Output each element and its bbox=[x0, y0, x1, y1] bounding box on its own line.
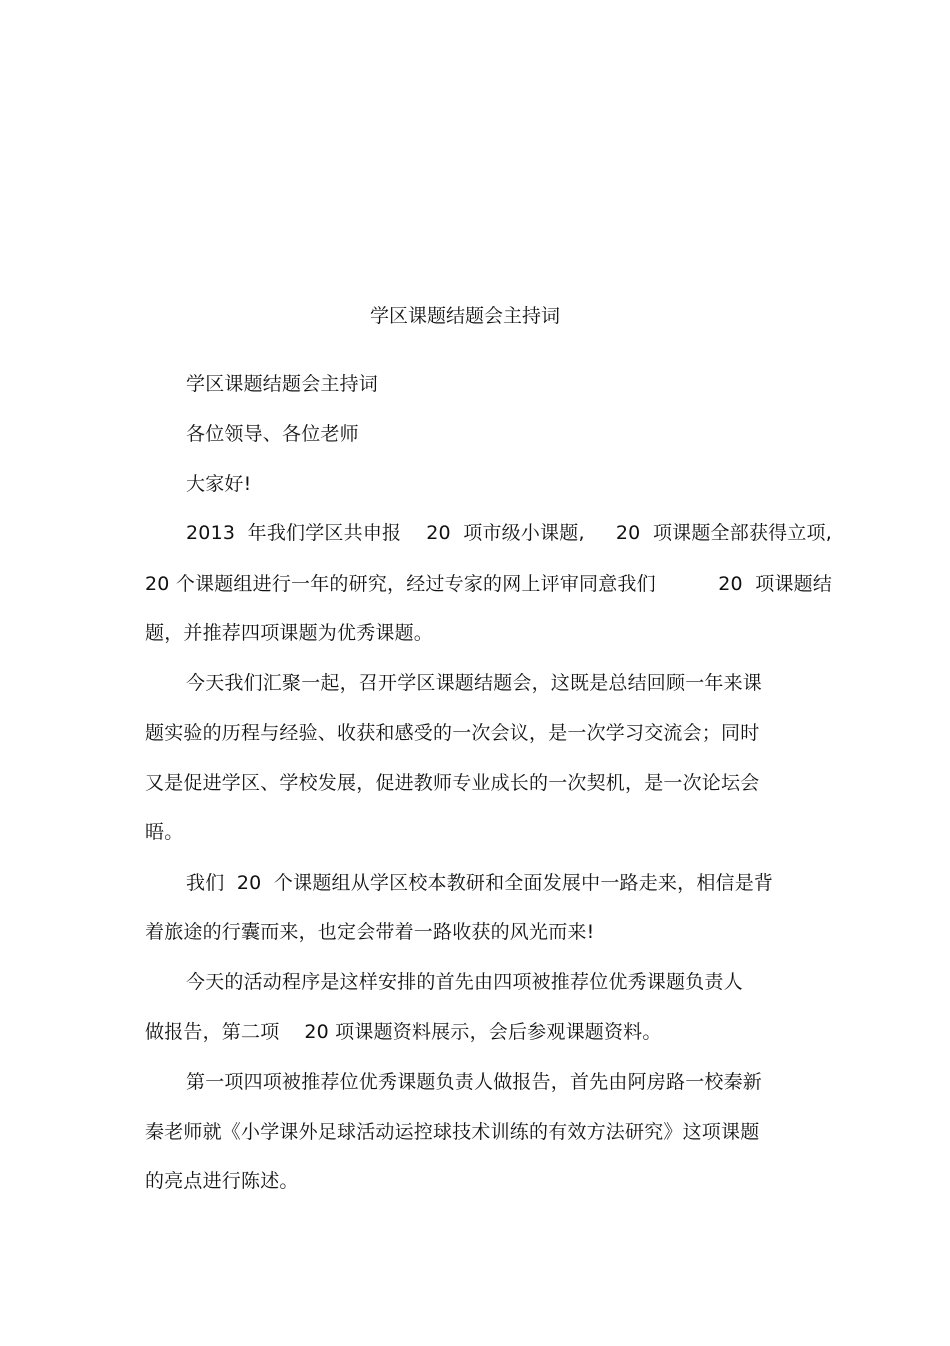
text-line-13: 今天的活动程序是这样安排的首先由四项被推荐位优秀课题负责人 bbox=[186, 971, 743, 993]
text-line-4: 2013 年我们学区共申报 20 项市级小课题, 20 项课题全部获得立项, bbox=[186, 522, 832, 544]
document-title: 学区课题结题会主持词 bbox=[369, 305, 560, 327]
text-line-8: 题实验的历程与经验、收获和感受的一次会议，是一次学习交流会；同时 bbox=[145, 722, 760, 744]
text-line-6: 题，并推荐四项课题为优秀课题。 bbox=[145, 622, 434, 644]
text-line-11: 我们 20 个课题组从学区校本教研和全面发展中一路走来，相信是背 bbox=[186, 872, 774, 894]
text-line-14: 做报告，第二项 20 项课题资料展示，会后参观课题资料。 bbox=[145, 1021, 662, 1043]
text-line-12: 着旅途的行囊而来，也定会带着一路收获的风光而来! bbox=[145, 921, 595, 943]
text-line-5: 20 个课题组进行一年的研究，经过专家的网上评审同意我们 20 项课题结 bbox=[145, 573, 833, 595]
text-line-3: 大家好! bbox=[186, 473, 252, 495]
text-line-10: 晤。 bbox=[145, 821, 184, 843]
text-line-16: 秦老师就《小学课外足球活动运控球技术训练的有效方法研究》这项课题 bbox=[145, 1121, 760, 1143]
text-line-9: 又是促进学区、学校发展，促进教师专业成长的一次契机，是一次论坛会 bbox=[145, 772, 760, 794]
text-line-15: 第一项四项被推荐位优秀课题负责人做报告，首先由阿房路一校秦新 bbox=[186, 1071, 763, 1093]
text-line-7: 今天我们汇聚一起，召开学区课题结题会，这既是总结回顾一年来课 bbox=[186, 672, 763, 694]
text-line-17: 的亮点进行陈述。 bbox=[145, 1170, 299, 1192]
text-line-2: 各位领导、各位老师 bbox=[186, 423, 359, 445]
text-line-1: 学区课题结题会主持词 bbox=[186, 373, 379, 395]
